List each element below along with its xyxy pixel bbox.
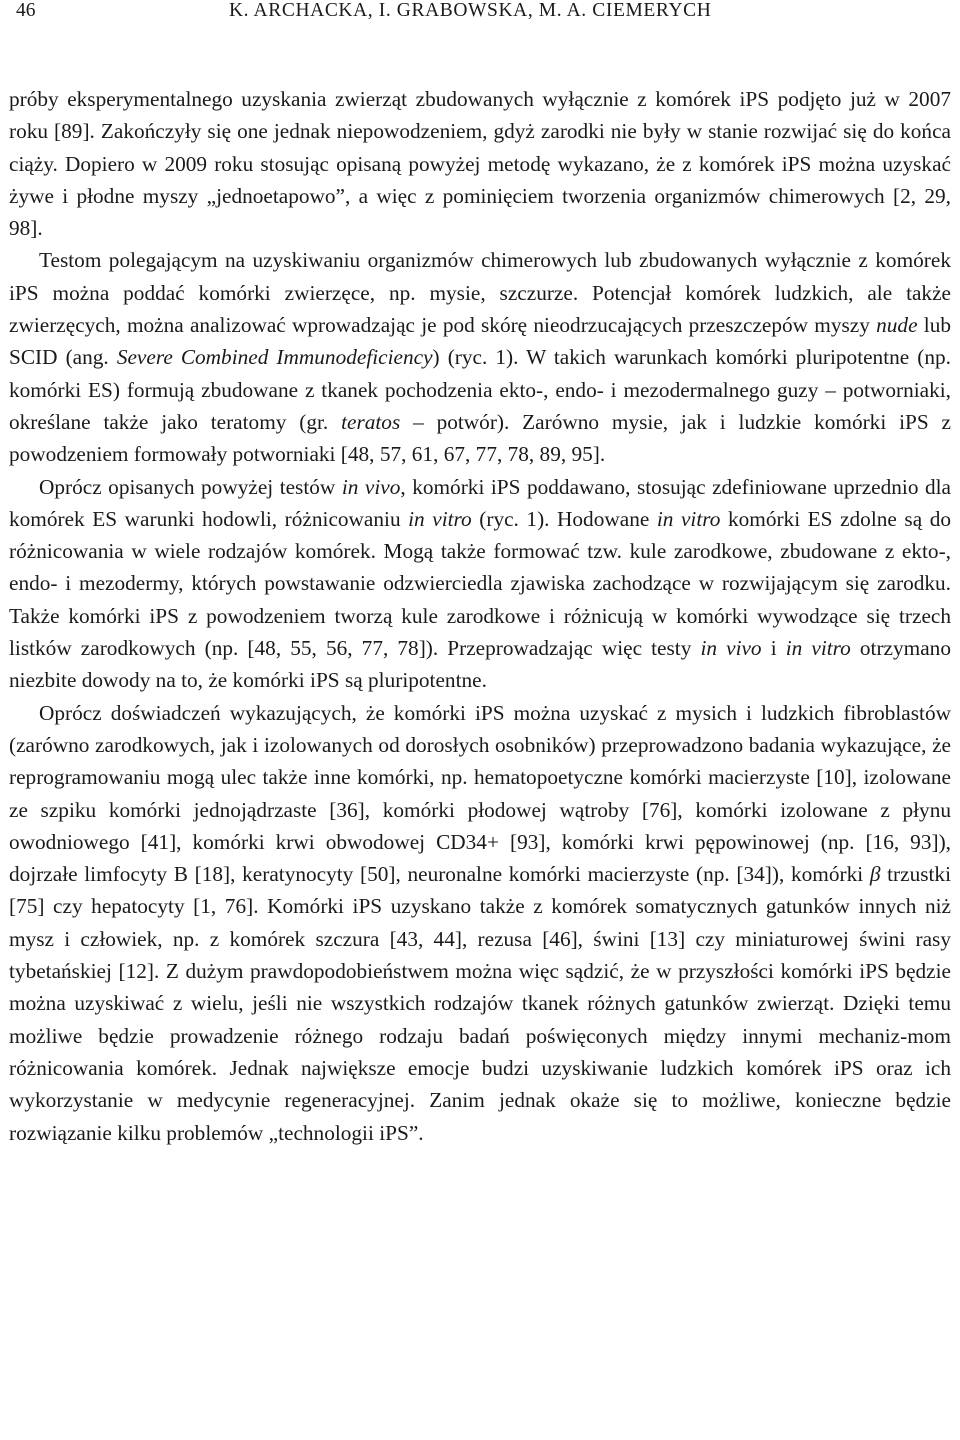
italic-text: β (869, 862, 881, 887)
italic-text: in vitro (408, 506, 472, 531)
italic-text: in vivo (700, 636, 762, 661)
italic-text: in vivo (341, 474, 401, 499)
text-run: komórki ES zdolne są do różnicowania w wiele rodzajów komórek. Mogą także formować tzw. kule zarodkowe, zbudowane z ekto-, endo- i mezodermy, których powstawanie odzwierciedla zjawiska zachodzące w rozwijającym się zarodku. Także komórki iPS z powodzeniem tworzą kule zarodkowe i różnicują w komórki wywodzące się trzech listków zarodkowych (np. [48, 55, 56, 77, 78]). Przeprowadzając więc testy (9, 506, 951, 661)
body-text (9, 83, 951, 1149)
paragraph (9, 83, 951, 244)
italic-text: in vitro (785, 636, 851, 661)
italic-text: nude (876, 313, 918, 338)
text-run: Oprócz opisanych powyżej testów (39, 474, 342, 499)
text-run: ) (ryc. 1). W takich warunkach komórki pluripotentne (np. komórki ES) formują zbudowane z tkanek pochodzenia ekto-, endo- i mezodermalnego guzy – potworniaki, określane także jako teratomy (gr. (9, 345, 951, 434)
text-run: Testom polegającym na uzyskiwaniu organizmów chimerowych lub zbudowanych wyłącznie z komórek iPS można poddać komórki zwierzęce, np. mysie, szczurze. Potencjał komórek ludzkich, ale także zwierzęcych, można analizować wprowadzając je pod skórę nieodrzucających przeszczepów myszy (9, 248, 951, 338)
text-run: próby eksperymentalnego uzyskania zwierząt zbudowanych wyłącznie z komórek iPS podjęto już w 2007 roku [89]. Zakończyły się one jednak niepowodzeniem, gdyż zarodki nie były w stanie rozwijać się do końca ciąży. Dopiero w 2009 roku stosując opisaną powyżej metodę wykazano, że z komórek iPS można uzyskać żywe i płodne myszy „jednoetapowo”, a więc z pominięciem tworzenia organizmów chimerowych [2, 29, 98]. (9, 87, 951, 241)
italic-text: Severe Combined Immunodeficiency (116, 345, 433, 370)
text-run: Oprócz doświadczeń wykazujących, że komórki iPS można uzyskać z mysich i ludzkich fibroblastów (zarówno zarodkowych, jak i izolowanych od dorosłych osobników) przeprowadzono badania wykazujące, że reprogramowaniu mogą ulec także inne komórki, np. hematopoetyczne komórki macierzyste [10], izolowane ze szpiku komórki jednojądrzaste [36], komórki płodowej wątroby [76], komórki izolowane z płynu owodniowego [41], komórki krwi obwodowej CD34+ [93], komórki krwi pępowinowej (np. [16, 93]), dojrzałe limfocyty B [18], keratynocyty [50], neuronalne komórki macierzyste (np. [34]), komórki (9, 700, 951, 887)
text-run: trzustki [75] czy hepatocyty [1, 76]. Komórki iPS uzyskano także z komórek somatycznych gatunków innych niż mysz i człowiek, np. z komórek szczura [43, 44], rezusa [46], świni [13] czy miniaturowej świni rasy tybetańskiej [12]. Z dużym prawdopodobieństwem można więc sądzić, że w przyszłości komórki iPS będzie można uzyskiwać z wielu, jeśli nie wszystkich rodzajów tkanek różnych gatunków zwierząt. Dzięki temu możliwe będzie prowadzenie różnego rodzaju badań poświęconych między innymi mechaniz-mom różnicowania komórek. Jednak największe emocje budzi uzyskiwanie ludzkich komórek iPS oraz ich wykorzystanie w medycynie regeneracyjnej. Zanim jednak okaże się to możliwe, konieczne będzie rozwiązanie kilku problemów „technologii iPS”. (9, 862, 951, 1145)
text-run: (ryc. 1). Hodowane (471, 506, 657, 531)
italic-text: teratos (341, 409, 401, 434)
paragraph (9, 697, 951, 1149)
text-run: i (761, 636, 786, 661)
running-head: K. ARCHACKA, I. GRABOWSKA, M. A. CIEMERYCH (229, 0, 712, 21)
text-run: , komórki iPS poddawano, stosując zdefiniowane uprzednio dla komórek ES warunki hodowli, różnicowaniu (9, 474, 951, 531)
page-number: 46 (16, 0, 36, 21)
paragraph (9, 244, 951, 470)
italic-text: in vitro (656, 506, 721, 531)
text-run: – potwór). Zarówno mysie, jak i ludzkie komórki iPS z powodzeniem formowały potworniaki [48, 57, 61, 67, 77, 78, 89, 95]. (9, 409, 951, 467)
paragraph (9, 471, 951, 697)
text-run: otrzymano niezbite dowody na to, że komórki iPS są pluripotentne. (9, 636, 951, 693)
page-header (9, 0, 951, 28)
text-run: lub SCID (ang. (9, 313, 951, 370)
